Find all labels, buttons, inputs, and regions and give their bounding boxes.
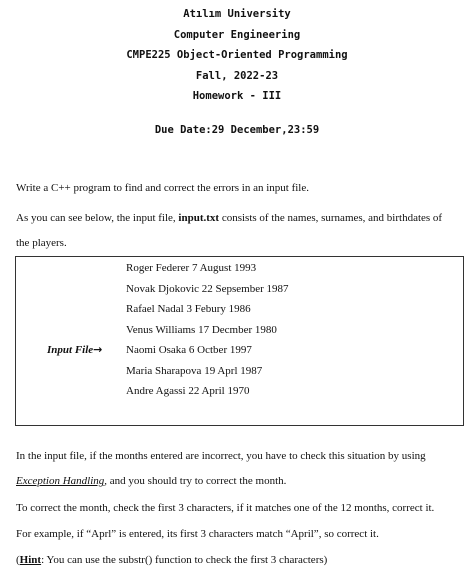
course-title: CMPE225 Object-Oriented Programming — [126, 49, 348, 61]
right-arrow-icon: → — [93, 343, 103, 356]
assignment-title: Homework - III — [192, 90, 282, 102]
player-entry: Novak Djokovic 22 Sepsember 1987 — [126, 282, 289, 295]
hint-line — [16, 553, 464, 567]
input-file-label — [47, 343, 102, 356]
player-entry: Roger Federer 7 August 1993 — [126, 262, 257, 274]
instruction-line-2 — [16, 474, 464, 488]
term: Fall, 2022-23 — [195, 69, 279, 82]
player-entry: Venus Williams 17 Decmber 1980 — [126, 323, 277, 336]
due-date: Due Date:29 December,23:59 — [154, 124, 320, 136]
hint-label: Hint — [19, 554, 42, 566]
intro-line-1: Write a C++ program to find and correct the errors in an input file. — [16, 182, 309, 194]
player-entry: Naomi Osaka 6 Octber 1997 — [126, 344, 252, 356]
input-filename: input.txt — [178, 212, 220, 224]
input-file-box — [15, 256, 464, 426]
hint-text: : You can use the substr() function to check the first 3 characters) — [41, 554, 328, 566]
player-entry: Andre Agassi 22 April 1970 — [126, 385, 250, 397]
intro-line-2-end: consists of the names, surnames, and birthdates of — [219, 212, 443, 224]
department-name: Computer Engineering — [173, 28, 301, 41]
player-list — [126, 258, 289, 402]
intro-line-2 — [16, 211, 464, 225]
exception-handling-term: Exception Handling — [16, 475, 105, 487]
player-entry: Maria Sharapova 19 Aprl 1987 — [126, 364, 263, 377]
player-entry: Rafael Nadal 3 Febury 1986 — [126, 303, 251, 315]
instruction-line-1: In the input file, if the months entered are incorrect, you have to check this situation by using — [16, 450, 426, 462]
intro-line-2-start: As you can see below, the input file, — [16, 212, 179, 224]
instruction-line-2-end: , and you should try to correct the month. — [104, 475, 287, 487]
instruction-line-3: To correct the month, check the first 3 characters, if it matches one of the 12 months, correct it. — [16, 502, 435, 514]
instruction-line-4: For example, if “Aprl” is entered, its first 3 characters match “April”, so correct it. — [16, 528, 379, 540]
document-header — [0, 4, 474, 107]
intro-line-3: the players. — [16, 237, 67, 249]
university-name: Atılım University — [183, 8, 291, 20]
input-file-label-text: Input File — [47, 344, 94, 356]
hint-open-paren: ( — [16, 554, 20, 566]
